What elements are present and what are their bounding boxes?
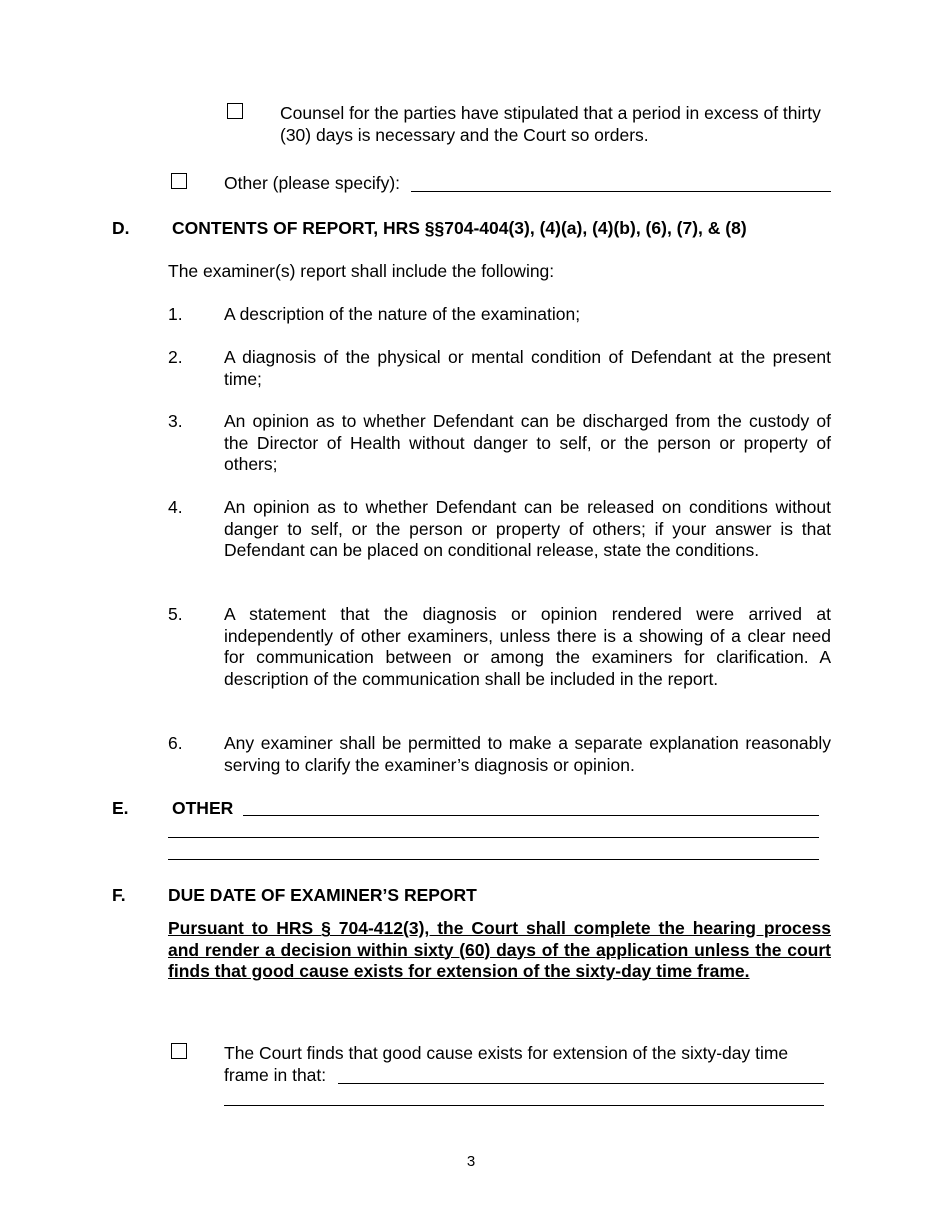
other-line-3[interactable] [168, 859, 819, 860]
stipulated-checkbox[interactable] [227, 103, 243, 119]
stipulated-text: Counsel for the parties have stipulated that a period in excess of thirty (30) days is necessary and the Court so orders. [280, 103, 821, 145]
good-cause-text: The Court finds that good cause exists for extension of the sixty-day time frame in that: [224, 1043, 789, 1085]
other-specify-line[interactable] [411, 191, 831, 192]
item-4-text: An opinion as to whether Defendant can be released on conditions without danger to self, or the person or property of others; if your answer is that Defendant can be placed on conditional release, state the conditions. [224, 497, 831, 560]
item-5-text: A statement that the diagnosis or opinion rendered were arrived at independently of other examiners, unless there is a showing of a clear need for communication between or among the examiners for clarification. A description of the communication shall be included in the report. [224, 604, 831, 689]
item-4-number: 4. [168, 497, 183, 517]
item-6-number: 6. [168, 733, 183, 753]
section-d-heading: CONTENTS OF REPORT, HRS §§704-404(3), (4)(a), (4)(b), (6), (7), & (8) [172, 218, 747, 238]
item-3-number: 3. [168, 411, 183, 431]
good-cause-line-2[interactable] [224, 1105, 824, 1106]
section-d-intro: The examiner(s) report shall include the following: [168, 261, 555, 281]
section-e-letter: E. [112, 798, 129, 818]
good-cause-checkbox[interactable] [171, 1043, 187, 1059]
section-d-letter: D. [112, 218, 130, 238]
item-2-text: A diagnosis of the physical or mental condition of Defendant at the present time; [224, 347, 831, 389]
section-f-heading: DUE DATE OF EXAMINER’S REPORT [168, 885, 477, 905]
item-5-number: 5. [168, 604, 183, 624]
other-line-1[interactable] [243, 815, 819, 816]
page-number: 3 [466, 1153, 476, 1170]
good-cause-line-1[interactable] [338, 1083, 824, 1084]
other-checkbox[interactable] [171, 173, 187, 189]
item-1-text: A description of the nature of the examination; [224, 304, 581, 324]
item-3-text: An opinion as to whether Defendant can be discharged from the custody of the Director of Health without danger to self, or the person or property of others; [224, 411, 831, 474]
other-line-2[interactable] [168, 837, 819, 838]
item-6-text: Any examiner shall be permitted to make a separate explanation reasonably serving to clarify the examiner’s diagnosis or opinion. [224, 733, 831, 775]
item-1-number: 1. [168, 304, 183, 324]
item-2-number: 2. [168, 347, 183, 367]
section-f-letter: F. [112, 885, 126, 905]
section-e-heading: OTHER [172, 798, 234, 818]
section-f-notice: Pursuant to HRS § 704-412(3), the Court shall complete the hearing process and render a decision within sixty (60) days of the application unless the court finds that good cause exists for extension of the sixty-day time frame. [168, 918, 831, 981]
other-label: Other (please specify): [224, 173, 401, 193]
